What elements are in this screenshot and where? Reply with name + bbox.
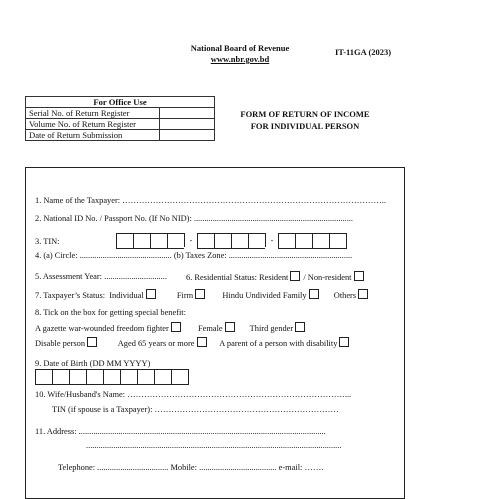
office-row-value bbox=[160, 108, 215, 119]
office-row-label: Volume No. of Return Register bbox=[26, 119, 160, 130]
dob-cell[interactable] bbox=[52, 369, 69, 385]
disable-label: Disable person bbox=[35, 339, 86, 348]
contact-field[interactable]: Telephone: .................................. Mobile: ..................................... e-mail: ……. bbox=[58, 463, 324, 472]
tin-cell[interactable] bbox=[278, 233, 295, 249]
tin-cell[interactable] bbox=[133, 233, 150, 249]
residential-label: 6. Residential Status: bbox=[186, 273, 257, 282]
dob-label: 9. Date of Birth (DD MM YYYY) bbox=[35, 359, 151, 368]
dob-cell[interactable] bbox=[120, 369, 137, 385]
aged-label: Aged 65 years or more bbox=[117, 339, 195, 348]
non-resident-label: / Non-resident bbox=[303, 273, 352, 282]
female-checkbox[interactable] bbox=[225, 322, 235, 332]
address-field[interactable]: 11. Address: ...................................................................................................................... bbox=[35, 427, 326, 436]
residential-status bbox=[186, 271, 367, 283]
dob-cell[interactable] bbox=[103, 369, 120, 385]
tin-input[interactable] bbox=[116, 233, 347, 249]
tin-separator: - bbox=[265, 233, 278, 247]
dob-cell[interactable] bbox=[86, 369, 103, 385]
tin-cell[interactable] bbox=[248, 233, 265, 249]
parent-disability-checkbox[interactable] bbox=[339, 337, 349, 347]
tin-cell[interactable] bbox=[295, 233, 312, 249]
tin-separator: - bbox=[184, 233, 197, 247]
tin-cell[interactable] bbox=[312, 233, 329, 249]
taxpayer-status bbox=[35, 289, 371, 301]
resident-label: Resident bbox=[259, 273, 289, 282]
individual-label: Individual bbox=[109, 291, 144, 300]
tin-cell[interactable] bbox=[231, 233, 248, 249]
nid-field[interactable]: 2. National ID No. / Passport No. (If No NID): ............................................................................ bbox=[35, 214, 353, 223]
office-row-value bbox=[160, 130, 215, 141]
dob-cell[interactable] bbox=[137, 369, 154, 385]
form-title bbox=[225, 108, 385, 132]
freedom-fighter-label: A gazette war-wounded freedom fighter bbox=[35, 324, 169, 333]
dob-cell[interactable] bbox=[69, 369, 86, 385]
disable-checkbox[interactable] bbox=[87, 337, 97, 347]
tin-cell[interactable] bbox=[214, 233, 231, 249]
resident-checkbox[interactable] bbox=[290, 271, 300, 281]
third-gender-label: Third gender bbox=[249, 324, 294, 333]
others-checkbox[interactable] bbox=[358, 289, 368, 299]
spouse-tin-field[interactable]: TIN (if spouse is a Taxpayer): ………………………………………………………… bbox=[52, 405, 339, 414]
tin-cell[interactable] bbox=[197, 233, 214, 249]
tin-cell[interactable] bbox=[167, 233, 184, 249]
form-code: IT-11GA (2023) bbox=[335, 47, 392, 57]
dob-cell[interactable] bbox=[35, 369, 52, 385]
benefit-row-2 bbox=[35, 337, 352, 349]
assessment-year-field[interactable]: 5. Assessment Year: .............................. bbox=[35, 272, 167, 281]
huf-checkbox[interactable] bbox=[309, 289, 319, 299]
office-use-table bbox=[25, 96, 215, 141]
others-label: Others bbox=[333, 291, 357, 300]
form-title-line2: FOR INDIVIDUAL PERSON bbox=[250, 121, 360, 131]
spouse-name-field[interactable]: 10. Wife/Husband's Name: ……………………………………………………………………... bbox=[35, 390, 352, 399]
office-row-label: Serial No. of Return Register bbox=[26, 108, 160, 119]
header-block bbox=[160, 43, 320, 65]
tin-cell[interactable] bbox=[329, 233, 347, 249]
benefit-label: 8. Tick on the box for getting special benefit: bbox=[35, 308, 186, 317]
third-gender-checkbox[interactable] bbox=[295, 322, 305, 332]
aged-checkbox[interactable] bbox=[197, 337, 207, 347]
non-resident-checkbox[interactable] bbox=[354, 271, 364, 281]
address-field-line2[interactable]: .......................................................................................................................... bbox=[86, 441, 342, 450]
board-name: National Board of Revenue bbox=[190, 43, 290, 53]
table-row bbox=[26, 108, 215, 119]
dob-input[interactable] bbox=[35, 369, 189, 385]
tin-label: 3. TIN: bbox=[35, 237, 60, 246]
firm-label: Firm bbox=[176, 291, 194, 300]
huf-label: Hindu Undivided Family bbox=[222, 291, 307, 300]
dob-cell[interactable] bbox=[171, 369, 189, 385]
dob-cell[interactable] bbox=[154, 369, 171, 385]
circle-zone-field[interactable]: 4. (a) Circle: ............................................ (b) Taxes Zone: ........................................................... bbox=[35, 251, 353, 260]
female-label: Female bbox=[197, 324, 223, 333]
office-row-value bbox=[160, 119, 215, 130]
tin-cell[interactable] bbox=[116, 233, 133, 249]
website-link[interactable]: www.nbr.gov.bd bbox=[210, 54, 270, 64]
individual-checkbox[interactable] bbox=[146, 289, 156, 299]
parent-disability-label: A parent of a person with disability bbox=[219, 339, 338, 348]
form-title-line1: FORM OF RETURN OF INCOME bbox=[240, 109, 370, 119]
status-label: 7. Taxpayer’s Status: bbox=[35, 291, 106, 300]
table-row bbox=[26, 119, 215, 130]
benefit-row-1 bbox=[35, 322, 308, 334]
office-use-title: For Office Use bbox=[26, 97, 215, 108]
firm-checkbox[interactable] bbox=[195, 289, 205, 299]
taxpayer-name-field[interactable]: 1. Name of the Taxpayer: ………………………………………………………………………………….. bbox=[35, 196, 386, 205]
table-row bbox=[26, 130, 215, 141]
tin-cell[interactable] bbox=[150, 233, 167, 249]
office-row-label: Date of Return Submission bbox=[26, 130, 160, 141]
freedom-fighter-checkbox[interactable] bbox=[171, 322, 181, 332]
